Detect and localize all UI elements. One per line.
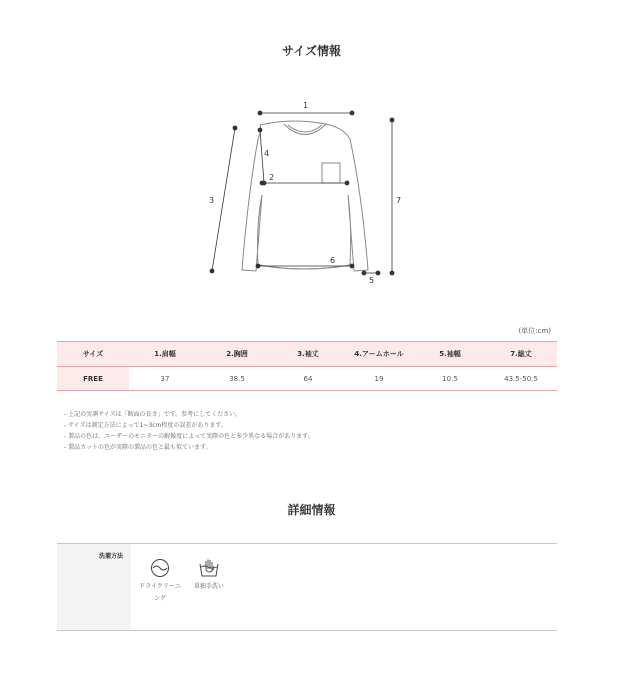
care-caption-line: ドライクリーニ xyxy=(139,583,181,590)
note-item: - サイズは測定方法によって1~3cm程度の誤差があります。 xyxy=(64,422,227,429)
unit-label: (単位:cm) xyxy=(518,327,551,335)
table-cell: FREE xyxy=(57,367,129,391)
table-header: 2.胸囲 xyxy=(201,342,273,367)
table-header: 7.総丈 xyxy=(485,342,557,367)
note-item: - 上記の実測サイズは「断面の長さ」です。参考にしてください。 xyxy=(64,411,242,418)
dry-clean-icon xyxy=(150,558,170,578)
size-table xyxy=(57,341,557,391)
care-item-dry-clean xyxy=(137,558,183,605)
shirt-pocket xyxy=(322,163,340,183)
table-cell: 43.5-50.5 xyxy=(485,367,557,391)
size-info-title: サイズ情報 xyxy=(281,44,342,58)
care-caption-line: 単独手洗い xyxy=(193,583,224,590)
diagram-label-7: 7 xyxy=(396,196,402,205)
table-cell: 37 xyxy=(129,367,201,391)
note-item: - 製品カットの色が実際の製品の色と最も似ています。 xyxy=(64,444,212,451)
hand-wash-icon xyxy=(198,558,220,578)
diagram-label-2: 2 xyxy=(269,173,275,182)
size-notes xyxy=(64,409,314,453)
care-label: 洗濯方法 xyxy=(98,553,123,560)
garment-size-diagram xyxy=(200,95,410,295)
size-table-header-row xyxy=(57,342,557,367)
table-header: 3.袖丈 xyxy=(273,342,343,367)
care-caption-line: ング xyxy=(154,595,166,602)
table-cell: 10.5 xyxy=(415,367,485,391)
diagram-label-4: 4 xyxy=(264,149,270,158)
table-header: 5.袖幅 xyxy=(415,342,485,367)
note-item: - 製品の色は、ユーザーのモニターの解像度によって実際の色と多少異なる場合があります。 xyxy=(64,433,314,440)
table-header: 1.肩幅 xyxy=(129,342,201,367)
table-cell: 64 xyxy=(273,367,343,391)
table-row xyxy=(57,367,557,391)
care-label-cell xyxy=(57,544,131,630)
diagram-label-3: 3 xyxy=(209,196,215,205)
care-item-hand-wash xyxy=(189,558,229,593)
diagram-label-5: 5 xyxy=(369,276,375,285)
table-header: 4.アームホール xyxy=(343,342,415,367)
detail-info-title: 詳細情報 xyxy=(287,503,336,517)
table-cell: 19 xyxy=(343,367,415,391)
diagram-label-1: 1 xyxy=(303,101,309,110)
care-instructions xyxy=(57,543,557,631)
table-cell: 38.5 xyxy=(201,367,273,391)
table-header: サイズ xyxy=(57,342,129,367)
diagram-label-6: 6 xyxy=(330,256,336,265)
